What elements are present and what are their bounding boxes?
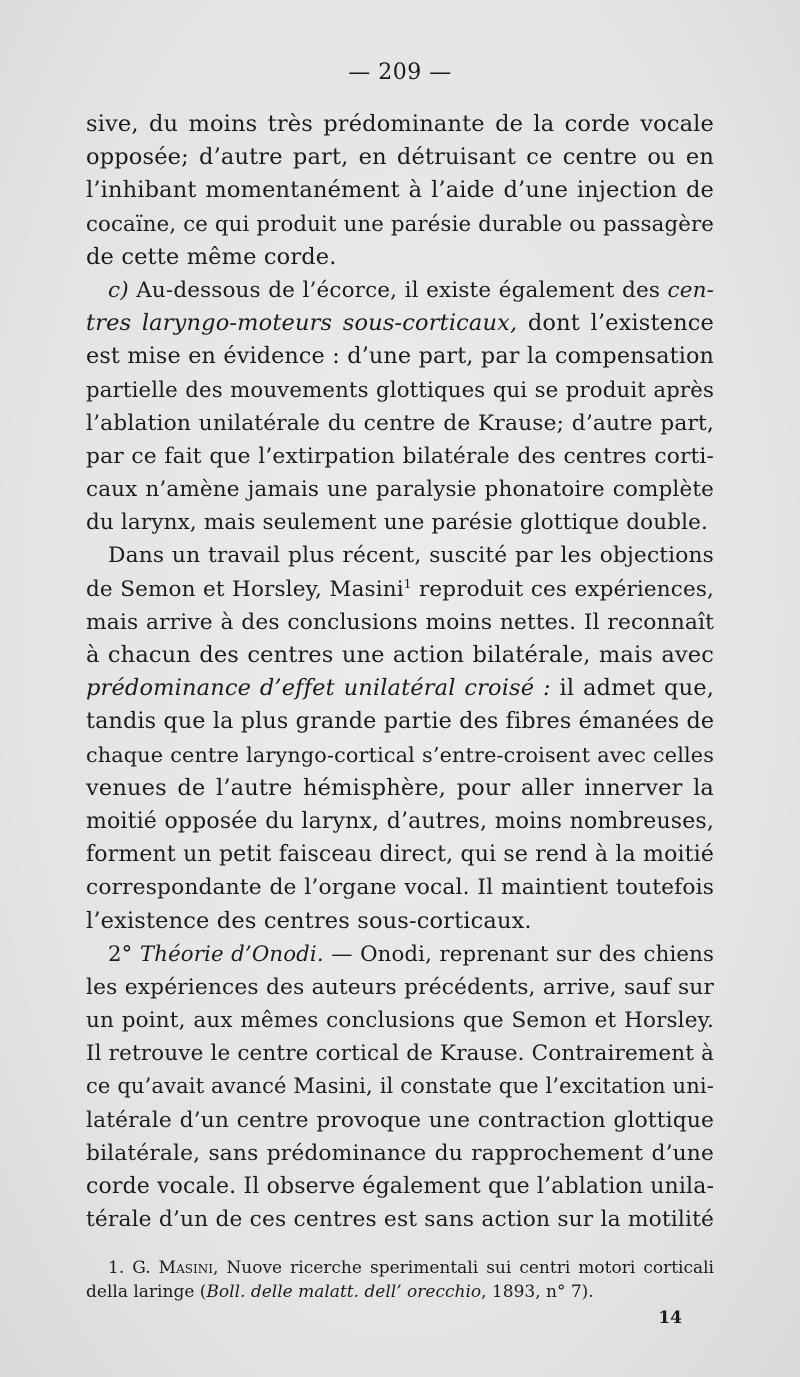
- text-run: corde vocale. Il observe également que l’ablation unila-: [86, 1174, 715, 1199]
- text-line: [86, 407, 714, 440]
- text-line: [86, 871, 714, 904]
- text-line: [86, 1137, 714, 1170]
- text-run: reproduit ces expériences,: [411, 576, 715, 602]
- text-run: Au-dessous de l’écorce, il existe également des: [128, 277, 668, 303]
- text-run: térale d’un de ces centres est sans action sur la motilité: [86, 1207, 714, 1233]
- text-line: [86, 606, 714, 639]
- text-run: , Nuove ricerche sperimentali sui centri motori corticali: [212, 1258, 714, 1278]
- text-line: [86, 805, 714, 838]
- text-line: [86, 1004, 714, 1037]
- text-run: est mise en évidence : d’une part, par la compensation: [86, 343, 714, 370]
- text-run: della laringe (: [86, 1282, 207, 1302]
- text-run: du larynx, mais seulement une parésie glottique double.: [86, 510, 708, 536]
- author-name: Masini: [158, 1258, 213, 1278]
- text-line: [86, 1037, 714, 1070]
- text-line: [86, 108, 714, 141]
- text-line: [86, 174, 714, 207]
- text-run: venues de l’autre hémisphère, pour aller innerver la: [86, 774, 714, 801]
- italic-run: Boll. delle malatt. dell’ orecchio: [206, 1282, 482, 1302]
- text-line: [86, 672, 714, 705]
- text-run: de cette même corde.: [86, 243, 337, 270]
- text-line: [86, 971, 714, 1004]
- text-line: [86, 639, 714, 672]
- text-line: [86, 539, 714, 572]
- italic-run: tres laryngo-moteurs sous-corticaux,: [86, 310, 518, 337]
- text-line: [86, 473, 714, 506]
- text-line: [86, 573, 714, 606]
- text-run: à chacun des centres une action bilatérale, mais avec: [86, 642, 714, 668]
- text-run: — Onodi, reprenant sur des chiens: [323, 941, 715, 967]
- text-line: [86, 208, 714, 241]
- text-run: , 1893, n° 7).: [481, 1282, 594, 1302]
- text-run: un point, aux mêmes conclusions que Semon et Horsley.: [86, 1008, 714, 1034]
- text-run: Dans un travail plus récent, suscité par les objections: [108, 543, 714, 569]
- text-run: moitié opposée du larynx, d’autres, moins nombreuses,: [86, 808, 714, 834]
- text-line: [86, 440, 714, 473]
- text-run: bilatérale, sans prédominance du rapprochement d’une: [86, 1140, 714, 1166]
- footnote: [86, 1256, 714, 1304]
- text-line: [86, 905, 714, 938]
- text-run: correspondante de l’organe vocal. Il maintient toutefois: [86, 875, 714, 901]
- text-line: [86, 340, 714, 373]
- text-run: dont l’existence: [517, 310, 714, 337]
- text-run: il admet que,: [550, 675, 714, 702]
- text-run: partielle des mouvements glottiques qui se produit après: [86, 377, 714, 403]
- footnote-line: [86, 1280, 714, 1304]
- page-number: — 209 —: [348, 60, 452, 85]
- text-line: [86, 938, 714, 971]
- text-run: opposée; d’autre part, en détruisant ce centre ou en: [86, 144, 714, 171]
- text-line: [86, 1170, 714, 1203]
- text-run: sive, du moins très prédominante de la corde vocale: [86, 111, 714, 137]
- text-run: les expériences des auteurs précédents, arrive, sauf sur: [86, 974, 714, 1000]
- italic-run: c): [108, 277, 129, 303]
- text-run: forment un petit faisceau direct, qui se rend à la moitié: [86, 842, 714, 868]
- text-line: [86, 274, 714, 307]
- text-run: l’existence des centres sous-corticaux.: [86, 907, 532, 934]
- text-run: de Semon et Horsley, Masini: [86, 576, 404, 602]
- text-line: [86, 739, 714, 772]
- text-line: [86, 838, 714, 871]
- text-line: [86, 705, 714, 738]
- text-run: chaque centre laryngo-cortical s’entre-croisent avec celles: [86, 742, 714, 767]
- italic-run: prédominance d’effet unilatéral croisé :: [86, 675, 551, 702]
- text-run: cocaïne, ce qui produit une parésie durable ou passagère: [86, 211, 714, 237]
- text-run: l’ablation unilatérale du centre de Krause; d’autre part,: [86, 410, 714, 436]
- italic-run: Théorie d’Onodi.: [139, 941, 324, 967]
- text-run: caux n’amène jamais une paralysie phonatoire complète: [86, 477, 714, 503]
- text-line: [86, 1104, 714, 1137]
- body-text: [86, 108, 714, 1236]
- footnote-marker: 1: [403, 576, 412, 591]
- text-line: [86, 307, 714, 340]
- footnote-line: [86, 1256, 714, 1280]
- text-line: [86, 1070, 714, 1103]
- text-run: 2°: [108, 941, 140, 967]
- text-run: mais arrive à des conclusions moins nettes. Il reconnaît: [86, 609, 714, 635]
- italic-run: cen-: [667, 277, 714, 303]
- text-run: Il retrouve le centre cortical de Krause. Contrairement à: [86, 1041, 714, 1067]
- text-line: [86, 141, 714, 174]
- text-run: par ce fait que l’extirpation bilatérale des centres corti-: [86, 443, 714, 469]
- text-line: [86, 772, 714, 805]
- text-run: tandis que la plus grande partie des fibres émanées de: [86, 708, 715, 735]
- text-run: ce qu’avait avancé Masini, il constate que l’excitation uni-: [86, 1074, 714, 1099]
- text-line: [86, 506, 714, 539]
- text-run: latérale d’un centre provoque une contraction glottique: [86, 1107, 714, 1133]
- text-run: 1. G.: [108, 1258, 159, 1278]
- text-line: [86, 374, 714, 407]
- signature-mark: 14: [658, 1308, 682, 1328]
- text-line: [86, 241, 714, 274]
- text-line: [86, 1203, 714, 1236]
- text-run: l’inhibant momentanément à l’aide d’une injection de: [86, 177, 714, 204]
